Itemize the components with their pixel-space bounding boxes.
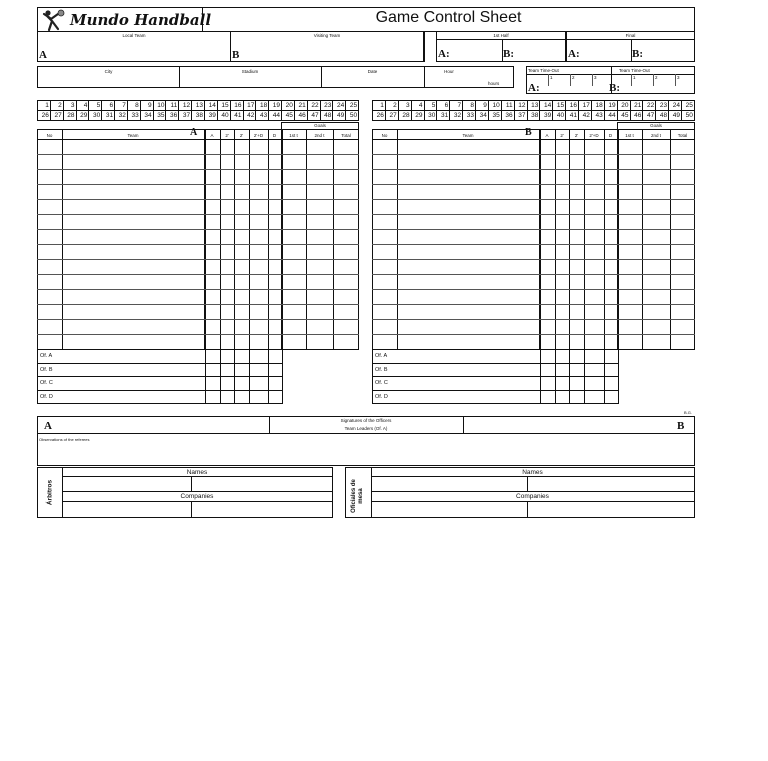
goal-b-row2-35[interactable]: 35 — [488, 111, 501, 120]
goal-a-row1-21[interactable]: 21 — [294, 101, 307, 110]
goal-b-row1-5[interactable]: 5 — [424, 101, 437, 110]
visiting-team-box[interactable] — [230, 31, 425, 62]
col-d-header: D — [272, 133, 277, 138]
col-a-header: A — [210, 133, 214, 138]
goal-a-row2-41[interactable]: 41 — [230, 111, 243, 120]
goal-b-row1-23[interactable]: 23 — [655, 101, 668, 110]
table-row[interactable] — [398, 215, 538, 228]
table-row[interactable] — [63, 305, 203, 318]
final-label: Final — [625, 33, 636, 38]
final-score-a: A: — [568, 48, 580, 60]
local-team-box[interactable] — [37, 31, 230, 62]
goal-b-row1-16[interactable]: 16 — [565, 101, 578, 110]
goal-b-row1-13[interactable]: 13 — [527, 101, 540, 110]
referees-names-label: Names — [186, 469, 208, 476]
goal-b-row1-1[interactable]: 1 — [380, 102, 384, 109]
goal-b-row2-48[interactable]: 48 — [655, 111, 668, 120]
goal-b-row2-44[interactable]: 44 — [604, 111, 617, 120]
final-box[interactable] — [566, 31, 695, 62]
goal-a-row2-28[interactable]: 28 — [63, 111, 76, 120]
goal-a-row2-45[interactable]: 45 — [281, 111, 294, 120]
goal-b-row1-15[interactable]: 15 — [552, 101, 565, 110]
official-row[interactable] — [63, 377, 203, 389]
team-b-letter: B — [232, 49, 240, 61]
col-no-header: No — [46, 133, 53, 138]
goal-b-row1-6[interactable]: 6 — [436, 101, 449, 110]
timeout-a-1: 1 — [550, 75, 553, 80]
signature-a-field[interactable] — [60, 417, 267, 433]
observations-label: Observations of the referees — [39, 437, 90, 442]
goal-a-row1-9[interactable]: 9 — [140, 101, 153, 110]
table-row[interactable] — [63, 230, 203, 243]
goal-a-row2-26[interactable]: 26 — [41, 112, 49, 119]
goal-b-row2-40[interactable]: 40 — [552, 111, 565, 120]
official-label: Of. D — [375, 393, 388, 400]
date-label: Date — [367, 69, 378, 74]
first-half-box[interactable] — [436, 31, 566, 62]
goal-a-row1-13[interactable]: 13 — [191, 101, 204, 110]
table-row[interactable] — [63, 275, 203, 288]
col-a-header: A — [545, 133, 549, 138]
goal-a-row1-3[interactable]: 3 — [63, 101, 76, 110]
goal-a-row1-16[interactable]: 16 — [230, 101, 243, 110]
table-row[interactable] — [63, 245, 203, 258]
table-row[interactable] — [398, 290, 538, 303]
col-2d-header: 2'+D — [589, 133, 599, 138]
timeout-a-label: Team Time-Out — [528, 68, 559, 73]
goal-a-row2-33[interactable]: 33 — [127, 111, 140, 120]
goal-a-row2-46[interactable]: 46 — [294, 111, 307, 120]
table-row[interactable] — [398, 140, 538, 153]
goal-a-row2-49[interactable]: 49 — [332, 111, 345, 120]
info-stadium-field[interactable] — [179, 74, 320, 87]
signature-team-b: B — [677, 420, 685, 432]
goal-a-row1-4[interactable]: 4 — [76, 101, 89, 110]
hours-label: hours — [488, 81, 500, 86]
stadium-label: Stadium — [241, 69, 259, 74]
goals-header: Goals — [650, 123, 662, 128]
table-row[interactable] — [63, 140, 203, 153]
goal-b-row2-50[interactable]: 50 — [681, 111, 694, 120]
goal-b-row1-22[interactable]: 22 — [642, 101, 655, 110]
goal-a-row1-12[interactable]: 12 — [178, 101, 191, 110]
goal-b-row1-21[interactable]: 21 — [630, 101, 643, 110]
goal-b-row2-43[interactable]: 43 — [591, 111, 604, 120]
timeout-b-label: Team Time-Out — [619, 68, 650, 73]
timeout-a-2: 2 — [572, 75, 575, 80]
goal-b-row2-47[interactable]: 47 — [642, 111, 655, 120]
table-row[interactable] — [63, 320, 203, 333]
col-team-header: Team — [127, 133, 139, 138]
col-no-header: No — [381, 133, 388, 138]
col-1st-header: 1st t — [289, 133, 298, 138]
table-official-company-field[interactable] — [371, 501, 694, 517]
goal-b-row2-49[interactable]: 49 — [668, 111, 681, 120]
col-2b-header: 2' — [574, 133, 579, 138]
goal-b-row2-26[interactable]: 26 — [376, 112, 384, 119]
table-row[interactable] — [63, 335, 203, 348]
table-row[interactable] — [63, 215, 203, 228]
official-label: Of. A — [40, 353, 53, 359]
handball-player-icon — [41, 9, 67, 33]
goal-b-row2-31[interactable]: 31 — [436, 111, 449, 120]
logo-text: Mundo Handball — [70, 11, 212, 29]
col-d-header: D — [608, 133, 613, 138]
goal-a-row2-48[interactable]: 48 — [320, 111, 333, 120]
goal-a-row1-24[interactable]: 24 — [332, 101, 345, 110]
goal-a-row1-19[interactable]: 19 — [268, 101, 281, 110]
first-half-score-b: B: — [503, 48, 514, 60]
table-row[interactable] — [63, 290, 203, 303]
table-row[interactable] — [63, 185, 203, 198]
table-team-letter: B — [525, 127, 532, 138]
signature-team-a: A — [44, 420, 52, 432]
official-row[interactable] — [398, 391, 538, 403]
goal-a-row2-37[interactable]: 37 — [178, 111, 191, 120]
official-row[interactable] — [398, 364, 538, 376]
logo — [37, 7, 212, 32]
timeout-b-3: 3 — [677, 75, 680, 80]
timeout-b-1: 1 — [633, 75, 636, 80]
info-city-field[interactable] — [38, 74, 178, 87]
info-date-field[interactable] — [321, 74, 423, 87]
goal-a-row1-22[interactable]: 22 — [307, 101, 320, 110]
goal-a-row1-18[interactable]: 18 — [255, 101, 268, 110]
goal-b-row1-8[interactable]: 8 — [462, 101, 475, 110]
goal-b-row2-28[interactable]: 28 — [398, 111, 411, 120]
observations-box[interactable] — [37, 433, 695, 466]
official-row[interactable] — [398, 377, 538, 389]
goal-a-row1-17[interactable]: 17 — [243, 101, 256, 110]
goal-b-row2-46[interactable]: 46 — [630, 111, 643, 120]
hour-label: Hour — [444, 69, 454, 74]
goal-a-row1-25[interactable]: 25 — [345, 101, 358, 110]
goal-a-row2-32[interactable]: 32 — [114, 111, 127, 120]
goals-header: Goals — [314, 123, 326, 128]
officials-names-label: Names — [522, 469, 543, 476]
referees-companies-label: Companies — [180, 493, 214, 500]
official-label: Of. B — [375, 366, 388, 373]
goal-a-row2-40[interactable]: 40 — [217, 111, 230, 120]
goal-a-row1-5[interactable]: 5 — [88, 101, 101, 110]
team-leaders-label: Team Leaders (Of. A) — [344, 426, 388, 431]
goal-a-row2-31[interactable]: 31 — [101, 111, 114, 120]
col-2a-header: 2' — [560, 133, 564, 138]
timeout-a-3: 3 — [594, 75, 597, 80]
table-row[interactable] — [398, 335, 538, 348]
local-team-label: Local Team — [122, 33, 146, 38]
goal-a-row1-23[interactable]: 23 — [320, 101, 333, 110]
goal-b-row2-32[interactable]: 32 — [449, 111, 462, 120]
goal-a-row2-50[interactable]: 50 — [345, 111, 358, 120]
official-row[interactable] — [398, 350, 538, 362]
table-team-letter: A — [190, 127, 198, 138]
col-2nd-header: 2nd t — [314, 133, 325, 138]
goal-counter-b-row2 — [372, 110, 695, 121]
goal-a-row1-1[interactable]: 1 — [45, 102, 49, 109]
table-row[interactable] — [398, 155, 538, 168]
goal-b-row2-30[interactable]: 30 — [424, 111, 437, 120]
table-row[interactable] — [398, 170, 538, 183]
col-2nd-header: 2nd t — [650, 133, 661, 138]
goal-a-row1-14[interactable]: 14 — [204, 101, 217, 110]
goal-a-row1-20[interactable]: 20 — [281, 101, 294, 110]
goal-b-row2-29[interactable]: 29 — [411, 111, 424, 120]
goal-b-row2-27[interactable]: 27 — [385, 111, 398, 120]
goal-a-row1-7[interactable]: 7 — [114, 101, 127, 110]
col-total-header: Total — [677, 133, 688, 138]
goal-a-row2-27[interactable]: 27 — [50, 111, 63, 120]
goal-b-row1-12[interactable]: 12 — [514, 101, 527, 110]
goal-a-row1-10[interactable]: 10 — [153, 101, 166, 110]
col-team-header: Team — [462, 133, 474, 138]
city-label: City — [104, 69, 113, 74]
info-hour-field[interactable] — [424, 74, 512, 87]
goal-b-row1-2[interactable]: 2 — [385, 101, 398, 110]
goal-b-row2-41[interactable]: 41 — [565, 111, 578, 120]
goal-b-row1-14[interactable]: 14 — [539, 101, 552, 110]
goal-a-row2-44[interactable]: 44 — [268, 111, 281, 120]
goal-b-row1-4[interactable]: 4 — [411, 101, 424, 110]
goal-a-row1-15[interactable]: 15 — [217, 101, 230, 110]
goal-counter-a-row2 — [37, 110, 359, 121]
table-row[interactable] — [398, 260, 538, 273]
goal-a-row2-29[interactable]: 29 — [76, 111, 89, 120]
first-half-label: 1st Half — [493, 33, 509, 38]
official-row[interactable] — [63, 364, 203, 376]
official-label: Of. C — [375, 380, 388, 386]
team-a-table — [37, 122, 359, 417]
table-official-name-field[interactable] — [371, 476, 694, 490]
goal-a-row1-6[interactable]: 6 — [101, 101, 114, 110]
goal-b-row1-18[interactable]: 18 — [591, 101, 604, 110]
table-row[interactable] — [63, 260, 203, 273]
official-row[interactable] — [63, 391, 203, 403]
col-total-header: Total — [341, 133, 351, 138]
table-row[interactable] — [398, 305, 538, 318]
goal-b-row1-11[interactable]: 11 — [501, 101, 514, 110]
goal-b-row1-3[interactable]: 3 — [398, 101, 411, 110]
official-label: Of. B — [40, 366, 53, 373]
goal-b-row2-34[interactable]: 34 — [475, 111, 488, 120]
table-row[interactable] — [398, 275, 538, 288]
official-label: Of. A — [375, 353, 388, 359]
goal-a-row1-2[interactable]: 2 — [50, 101, 63, 110]
goal-b-row2-36[interactable]: 36 — [501, 111, 514, 120]
goal-b-row1-19[interactable]: 19 — [604, 101, 617, 110]
goal-b-row1-24[interactable]: 24 — [668, 101, 681, 110]
visiting-team-label: Visiting Team — [313, 33, 341, 38]
col-2a-header: 2' — [225, 133, 229, 138]
goal-b-row2-39[interactable]: 39 — [539, 111, 552, 120]
table-row[interactable] — [398, 200, 538, 213]
table-row[interactable] — [398, 185, 538, 198]
team-a-letter: A — [39, 49, 47, 61]
referees-side-label: Árbitros — [46, 479, 54, 506]
goal-b-row1-7[interactable]: 7 — [449, 101, 462, 110]
goal-b-row2-38[interactable]: 38 — [527, 111, 540, 120]
goal-a-row2-43[interactable]: 43 — [255, 111, 268, 120]
first-half-score-a: A: — [438, 48, 450, 60]
col-1st-header: 1st t — [625, 133, 634, 138]
goal-b-row2-37[interactable]: 37 — [514, 111, 527, 120]
final-score-b: B: — [632, 48, 643, 60]
goal-b-row1-10[interactable]: 10 — [488, 101, 501, 110]
timeout-b: B: — [609, 82, 620, 94]
goal-b-row2-42[interactable]: 42 — [578, 111, 591, 120]
table-row[interactable] — [63, 155, 203, 168]
official-label: Of. D — [40, 393, 53, 400]
goal-a-row1-11[interactable]: 11 — [165, 101, 178, 110]
table-row[interactable] — [63, 200, 203, 213]
table-officials-side-label: Oficiales de mesa — [351, 479, 364, 513]
goal-a-row2-39[interactable]: 39 — [204, 111, 217, 120]
goal-a-row2-35[interactable]: 35 — [153, 111, 166, 120]
signatures-label: Signatures of the Officers — [340, 418, 392, 423]
table-row[interactable] — [63, 170, 203, 183]
official-label: Of. C — [40, 380, 53, 386]
referee-company-field[interactable] — [62, 501, 332, 517]
goal-a-row2-38[interactable]: 38 — [191, 111, 204, 120]
official-row[interactable] — [63, 350, 203, 362]
timeout-a: A: — [528, 82, 540, 94]
signature-note: B.G. — [684, 410, 693, 415]
goal-b-row2-33[interactable]: 33 — [462, 111, 475, 120]
goal-a-row2-42[interactable]: 42 — [243, 111, 256, 120]
goal-b-row1-17[interactable]: 17 — [578, 101, 591, 110]
page-title: Game Control Sheet — [375, 9, 522, 26]
col-2b-header: 2' — [239, 133, 244, 138]
goal-b-row1-20[interactable]: 20 — [617, 101, 630, 110]
goal-b-row2-45[interactable]: 45 — [617, 111, 630, 120]
timeout-box[interactable] — [526, 66, 695, 94]
referee-name-field[interactable] — [62, 476, 332, 490]
goal-a-row2-47[interactable]: 47 — [307, 111, 320, 120]
goal-a-row2-36[interactable]: 36 — [165, 111, 178, 120]
goal-a-row1-8[interactable]: 8 — [127, 101, 140, 110]
table-row[interactable] — [398, 320, 538, 333]
goal-b-row1-9[interactable]: 9 — [475, 101, 488, 110]
timeout-b-2: 2 — [655, 75, 658, 80]
table-row[interactable] — [398, 230, 538, 243]
officials-companies-label: Companies — [516, 493, 549, 500]
goal-a-row2-34[interactable]: 34 — [140, 111, 153, 120]
signature-b-field[interactable] — [463, 417, 673, 433]
team-b-table — [372, 122, 695, 417]
goal-b-row1-25[interactable]: 25 — [681, 101, 694, 110]
goal-a-row2-30[interactable]: 30 — [88, 111, 101, 120]
title-box — [202, 7, 695, 32]
col-2d-header: 2'+D — [253, 133, 264, 138]
table-row[interactable] — [398, 245, 538, 258]
